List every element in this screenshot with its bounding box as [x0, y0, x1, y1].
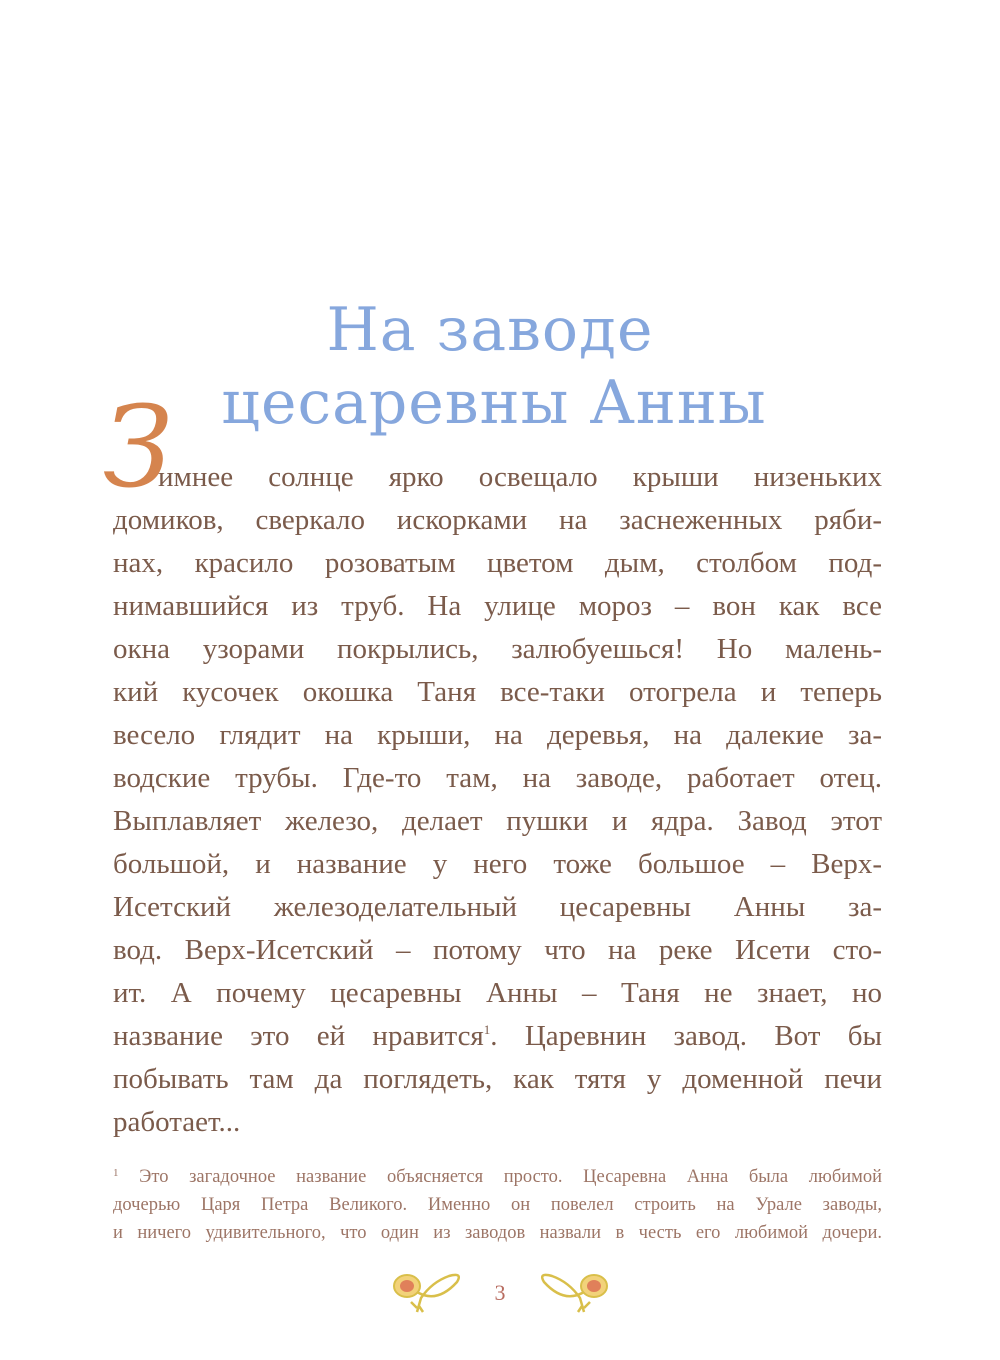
body-line: ит. А почему цесаревны Анны – Таня не знает, но [113, 977, 882, 1009]
body-line: весело глядит на крыши, на деревья, на далекие за- [113, 719, 882, 751]
body-line: водские трубы. Где-то там, на заводе, работает отец. [113, 762, 882, 794]
body-line: Исетский железоделательный цесаревны Анны за- [113, 891, 882, 923]
ornament-right-icon [534, 1268, 614, 1318]
footnote-line [113, 1163, 882, 1191]
body-line [113, 1015, 882, 1058]
page-footer [0, 1268, 1000, 1318]
body-line: домиков, сверкало искорками на заснеженных ряби- [113, 504, 882, 536]
body-line: Выплавляет железо, делает пушки и ядра. Завод этот [113, 805, 882, 837]
footnote-reference[interactable]: 1 [483, 1022, 491, 1037]
body-line: большой, и название у него тоже большое – Верх- [113, 848, 882, 880]
text: Это загадочное название объясняется просто. Цесаревна Анна была любимой [139, 1167, 882, 1187]
chapter-title-line-1: На заводе [326, 295, 654, 365]
body-line: имнее солнце ярко освещало крыши низеньких [158, 461, 882, 493]
body-line: нах, красило розоватым цветом дым, столбом под- [113, 547, 882, 579]
body-text [113, 456, 882, 1144]
footnote-number: 1 [113, 1167, 119, 1179]
body-line: побывать там да поглядеть, как тятя у доменной печи [113, 1063, 882, 1095]
body-line: работает... [113, 1106, 241, 1138]
footnote-line: дочерью Царя Петра Великого. Именно он повелел строить на Урале заводы, [113, 1195, 882, 1215]
chapter-title-line-2: цесаревны Анны [221, 368, 767, 438]
body-line: вод. Верх-Исетский – потому что на реке Исети сто- [113, 934, 882, 966]
body-line: нимавшийся из труб. На улице мороз – вон как все [113, 590, 882, 622]
ornament-left-icon [387, 1268, 467, 1318]
footnote [113, 1163, 882, 1247]
footnote-line: и ничего удивительного, что один из заводов назвали в честь его любимой дочери. [113, 1223, 882, 1243]
text: . Царевнин завод. Вот бы [490, 1020, 882, 1052]
page-number: 3 [494, 1280, 506, 1305]
body-line: кий кусочек окошка Таня все-таки отогрела и теперь [113, 676, 882, 708]
drop-cap: З [103, 383, 173, 513]
text: название это ей нравится [113, 1020, 484, 1052]
body-line: окна узорами покрылись, залюбуешься! Но малень- [113, 633, 882, 665]
